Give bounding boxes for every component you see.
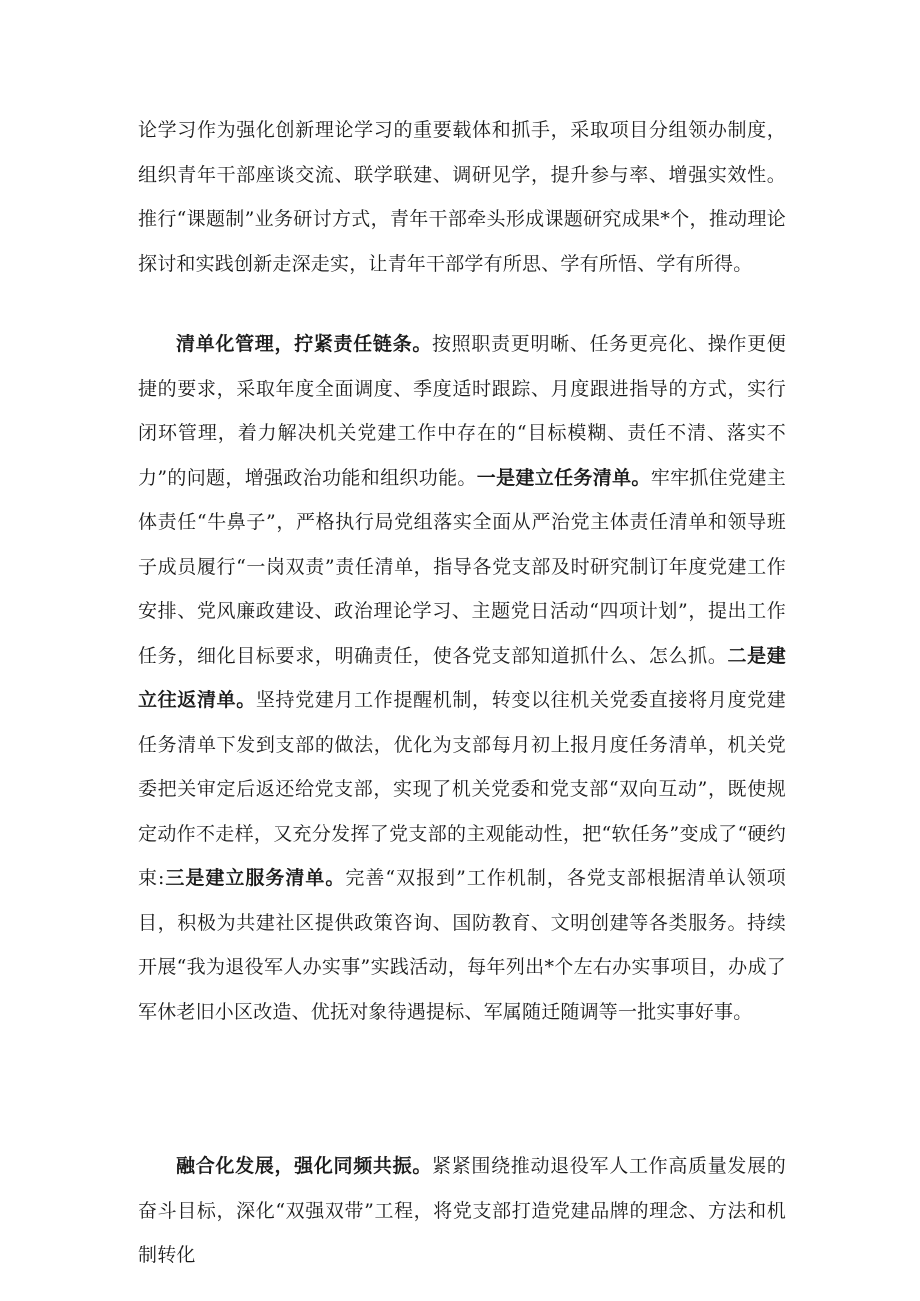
paragraph-text: 紧紧围绕推动退役军人工作高质量发展的奋斗目标，深化“双强双带”工程，将党支部打造党建品牌的理念、方法和机制转化 <box>138 1155 786 1266</box>
section-heading-integration: 融合化发展，强化同频共振。 <box>176 1155 433 1177</box>
paragraph-integrated-development <box>138 1144 786 1278</box>
section-heading-checklist: 清单化管理，拧紧责任链条。 <box>176 333 433 355</box>
paragraph-text: 坚持党建月工作提醒机制，转变以往机关党委直接将月度党建任务清单下发到支部的做法，优化为支部每月初上报月度任务清单，机关党委把关审定后返还给党支部，实现了机关党委和党支部“双向互动”，既使规定动作不走样，又充分发挥了党支部的主观能动性，把“软任务”变成了“硬约束: <box>138 689 787 889</box>
subheading-service-list: 三是建立服务清单。 <box>164 867 346 889</box>
paragraph-text: 完善“双报到”工作机制，各党支部根据清单认领项目，积极为共建社区提供政策咨询、国防教育、文明创建等各类服务。持续开展“我为退役军人办实事”实践活动，每年列出*个左右办实事项目，办成了军休老旧小区改造、优抚对象待遇提标、军属随迁随调等一批实事好事。 <box>138 867 786 1023</box>
paragraph-text: 按照职责更明晰、任务更亮化、操作更便捷的要求，采取年度全面调度、季度适时跟踪、月度跟进指导的方式，实行闭环管理，着力解决机关党建工作中存在的“目标模糊、责任不清、落实不力”的问题，增强政治功能和组织功能。 <box>138 333 786 489</box>
subheading-return-list: 二是建立往返清单。 <box>138 644 786 711</box>
paragraph-text: 牢牢抓住党建主体责任“牛鼻子”，严格执行局党组落实全面从严治党主体责任清单和领导班子成员履行“一岗双责”责任清单，指导各党支部及时研究制订年度党建工作安排、党风廉政建设、政治理论学习、主题党日活动“四项计划”，提出工作任务，细化目标要求，明确责任，使各党支部知道抓什么、怎么抓。 <box>138 466 786 667</box>
subheading-task-list: 一是建立任务清单。 <box>476 466 651 489</box>
paragraph-checklist-management <box>138 322 786 1034</box>
paragraph-text: 论学习作为强化创新理论学习的重要载体和抓手，采取项目分组领办制度，组织青年干部座谈交流、联学联建、调研见学，提升参与率、增强实效性。推行“课题制”业务研讨方式，青年干部牵头形成课题研究成果*个，推动理论探讨和实践创新走深走实，让青年干部学有所思、学有所悟、学有所得。 <box>138 119 786 275</box>
paragraph-study-continuation <box>138 108 786 286</box>
